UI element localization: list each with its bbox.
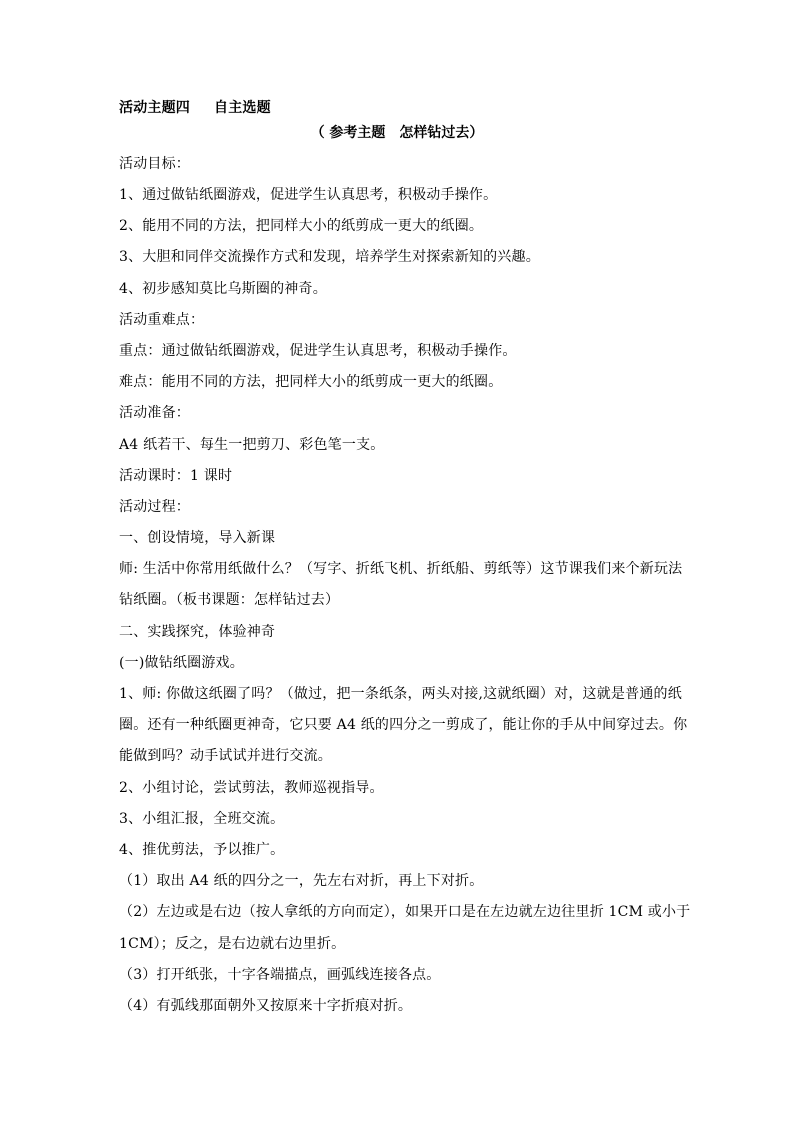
substep-1: （1）取出 A4 纸的四分之一，先左右对折，再上下对折。 [119,873,484,889]
step-2: 2、小组讨论，尝试剪法，教师巡视指导。 [119,780,384,796]
paragraph-line: 1、师: 你做这纸圈了吗？（做过，把一条纸条，两头对接,这就纸圈）对，这就是普通的纸 [119,686,682,702]
activity-title [119,98,679,118]
substep-3: （3）打开纸张，十字各端描点，画弧线连接各点。 [119,967,441,983]
objective-3: 3、大胆和同伴交流操作方式和发现，培养学生对探索新知的兴趣。 [119,249,540,265]
heading-key-points: 活动重难点： [119,312,205,328]
objective-4: 4、初步感知莫比乌斯圈的神奇。 [119,281,327,297]
key-point: 重点：通过做钻纸圈游戏，促进学生认真思考，积极动手操作。 [119,343,517,359]
step-3: 3、小组汇报，全班交流。 [119,811,285,827]
heading-preparation: 活动准备： [119,405,190,421]
substep-4: （4）有弧线那面朝外又按原来十字折痕对折。 [119,998,413,1014]
title-part-2: 自主选题 [214,100,271,116]
title-part-1: 活动主题四 [119,100,190,116]
substep-2-line-2: 1CM）；反之，是右边就右边里折。 [119,936,346,952]
paragraph-line: 师: 生活中你常用纸做什么？（写字、折纸飞机、折纸船、剪纸等）这节课我们来个新玩法 [119,561,683,577]
difficult-point: 难点：能用不同的方法，把同样大小的纸剪成一更大的纸圈。 [119,374,503,390]
substep-2-line-1: （2）左边或是右边（按人拿纸的方向而定），如果开口是在左边就左边往里折 1CM 或小于 [119,904,691,920]
step-4: 4、推优剪法，予以推广。 [119,842,285,858]
paragraph-line: 钻纸圈。（板书课题：怎样钻过去） [119,592,340,608]
subsection-heading: (一)做钻纸圈游戏。 [119,655,244,671]
section-2-heading: 二、实践探究，体验神奇 [119,624,276,640]
heading-objectives: 活动目标： [119,156,190,172]
paragraph-line: 圈。还有一种纸圈更神奇，它只要 A4 纸的四分之一剪成了，能让你的手从中间穿过去。你 [119,717,688,733]
preparation-materials: A4 纸若干、每生一把剪刀、彩色笔一支。 [119,437,385,453]
reference-subtitle: （ 参考主题 怎样钻过去） [310,125,484,141]
objective-1: 1、通过做钻纸圈游戏，促进学生认真思考，积极动手操作。 [119,187,498,203]
heading-process: 活动过程： [119,499,190,515]
section-1-heading: 一、创设情境，导入新课 [119,530,276,546]
paragraph-line: 能做到吗？动手试试并进行交流。 [119,748,332,764]
class-hours: 活动课时：1 课时 [119,468,233,484]
objective-2: 2、能用不同的方法，把同样大小的纸剪成一更大的纸圈。 [119,218,484,234]
